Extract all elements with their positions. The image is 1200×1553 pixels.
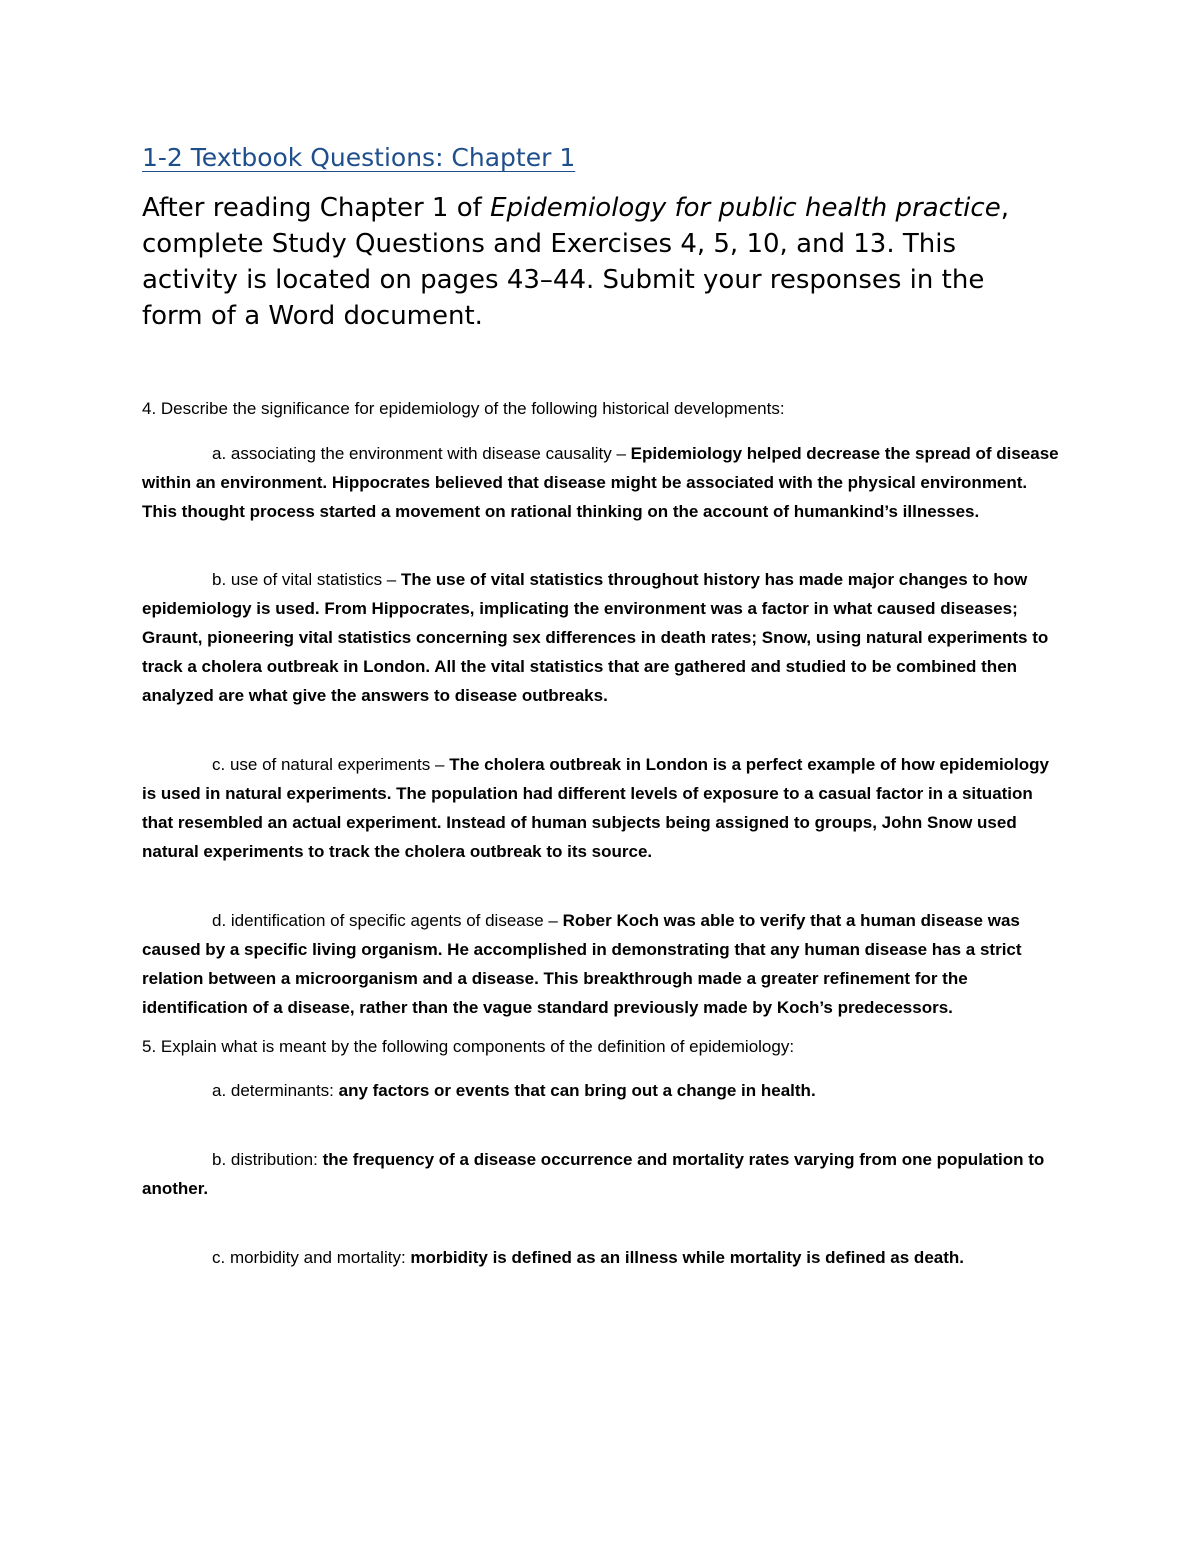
question-5a-answer: any factors or events that can bring out a change in health. [338,1081,816,1100]
question-5a [142,1076,1062,1105]
question-4a-answer: Epidemiology helped decrease the spread of disease within an environment. Hippocrates believed that disease might be associated with the physical environment. This thought process started a movement on rational thinking on the account of humankind’s illnesses. [142,444,1059,521]
question-4d-answer: Rober Koch was able to verify that a human disease was caused by a specific living organism. He accomplished in demonstrating that any human disease has a strict relation between a microorganism and a disease. This breakthrough made a greater refinement for the identification of a disease, rather than the vague standard previously made by Koch’s predecessors. [142,911,1022,1017]
question-4d [142,906,1062,1022]
question-5c [142,1243,1062,1272]
question-5-prompt: 5. Explain what is meant by the following components of the definition of epidemiology: [142,1037,795,1056]
question-4d-label: d. identification of specific agents of disease – [212,911,563,930]
question-4b-answer: The use of vital statistics throughout history has made major changes to how epidemiology is used. From Hippocrates, implicating the environment was a factor in what caused diseases; Graunt, pioneering vital statistics concerning sex differences in death rates; Snow, using natural experiments to track a cholera outbreak in London. All the vital statistics that are gathered and studied to be combined then analyzed are what give the answers to disease outbreaks. [142,570,1049,705]
question-5b [142,1145,1062,1203]
intro-text-start: After reading Chapter 1 of [142,193,491,223]
question-4b-label: b. use of vital statistics – [212,570,401,589]
question-4c [142,750,1062,866]
question-4c-label: c. use of natural experiments – [212,755,450,774]
book-title: Epidemiology for public health practice [490,193,1001,223]
document-page [142,138,1062,1272]
question-4a-label: a. associating the environment with disease causality – [212,444,631,463]
page-title: 1-2 Textbook Questions: Chapter 1 [142,143,576,172]
question-4c-answer: The cholera outbreak in London is a perfect example of how epidemiology is used in natural experiments. The population had different levels of exposure to a casual factor in a situation that resembled an actual experiment. Instead of human subjects being assigned to groups, John Snow used natural experiments to track the cholera outbreak to its source. [142,755,1050,861]
question-5c-answer: morbidity is defined as an illness while mortality is defined as death. [410,1248,964,1267]
question-5a-label: a. determinants: [212,1081,339,1100]
question-4b [142,565,1062,710]
intro-text-end: , complete Study Questions and Exercises 4, 5, 10, and 13. This activity is located on pages 43–44. Submit your responses in the form of a Word document. [142,193,1009,331]
question-4a [142,439,1062,526]
assignment-instructions [142,190,1052,334]
question-5c-label: c. morbidity and mortality: [212,1248,411,1267]
question-4-prompt: 4. Describe the significance for epidemiology of the following historical developments: [142,399,785,418]
question-5b-label: b. distribution: [212,1150,323,1169]
question-5b-answer: the frequency of a disease occurrence and mortality rates varying from one population to another. [142,1150,1045,1198]
